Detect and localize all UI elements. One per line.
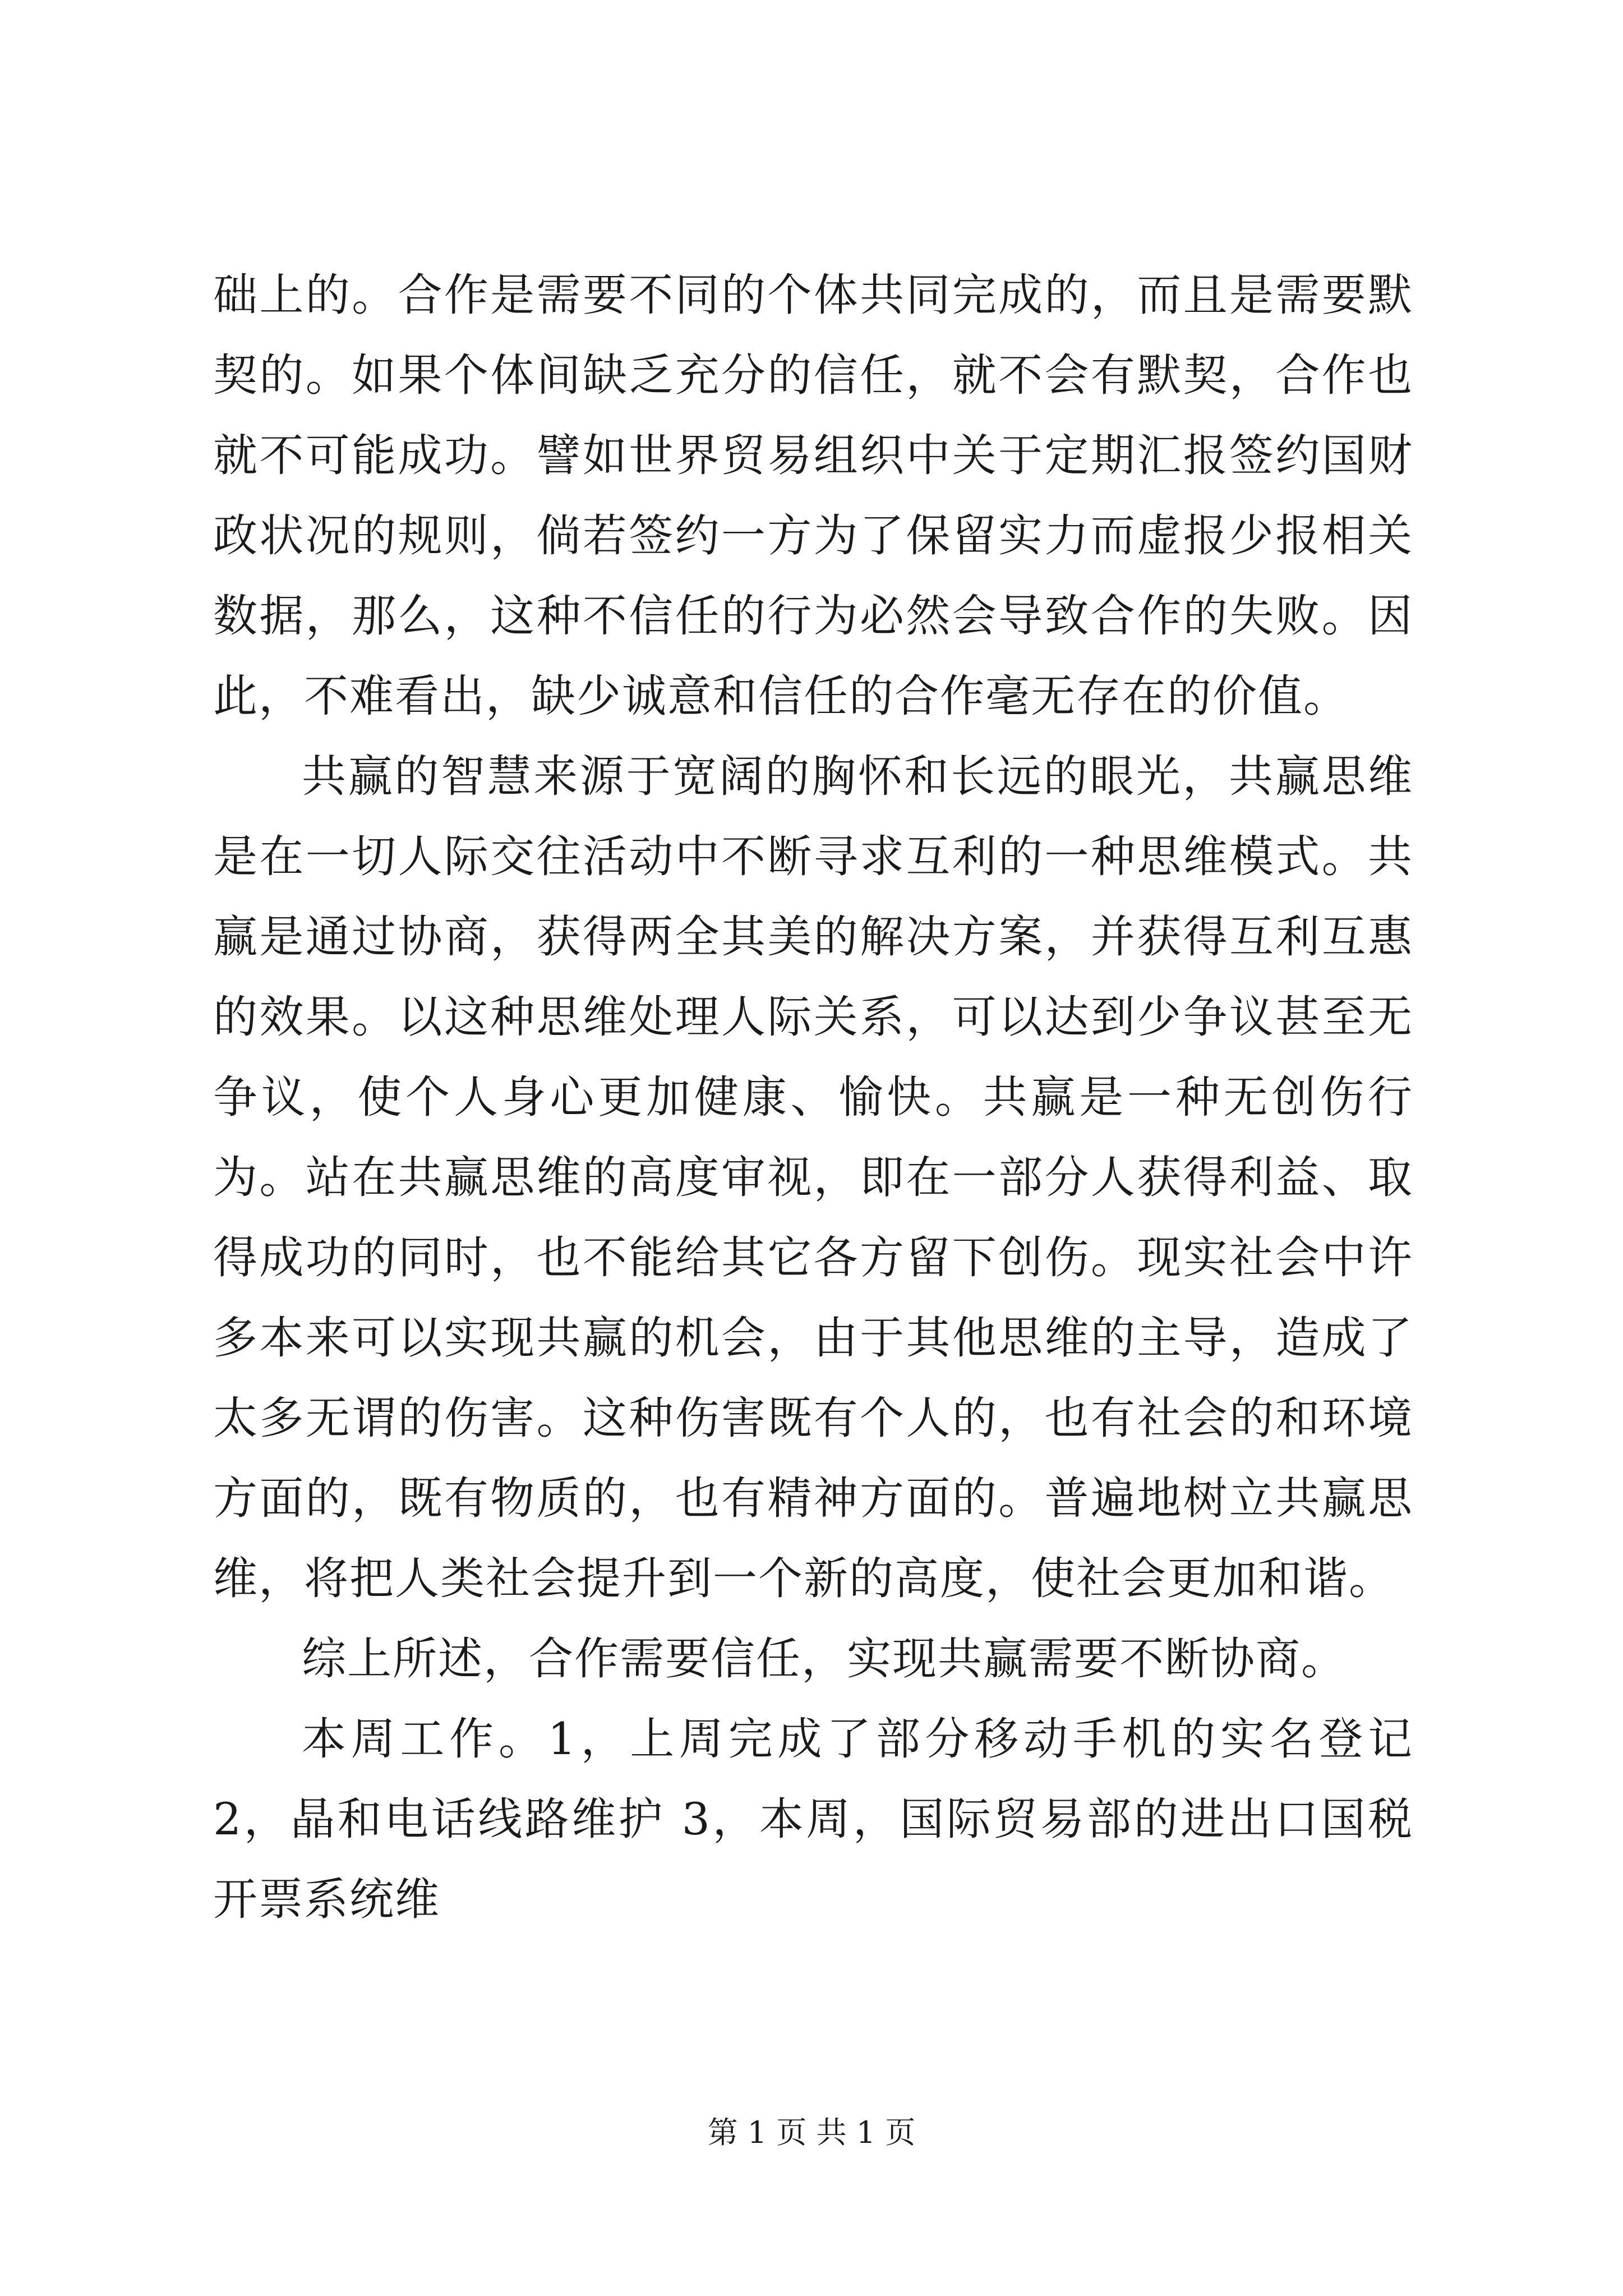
paragraph-weekly-work: 本周工作。1，上周完成了部分移动手机的实名登记 2，晶和电话线路维护 3，本周，国际贸易部的进出口国税开票系统维 <box>213 1713 1413 1925</box>
paragraph-win-win: 共赢的智慧来源于宽阔的胸怀和长远的眼光，共赢思维是在一切人际交往活动中不断寻求互利的一种思维模式。共赢是通过协商，获得两全其美的解决方案，并获得互利互惠的效果。以这种思维处理人际关系，可以达到少争议甚至无争议，使个人身心更加健康、愉快。共赢是一种无创伤行为。站在共赢思维的高度审视，即在一部分人获得利益、取得成功的同时，也不能给其它各方留下创伤。现实社会中许多本来可以实现共赢的机会，由于其他思维的主导，造成了太多无谓的伤害。这种伤害既有个人的，也有社会的和环境方面的，既有物质的，也有精神方面的。普遍地树立共赢思维，将把人类社会提升到一个新的高度，使社会更加和谐。 <box>213 751 1413 1604</box>
paragraph-continued: 础上的。合作是需要不同的个体共同完成的，而且是需要默契的。如果个体间缺乏充分的信任，就不会有默契，合作也就不可能成功。譬如世界贸易组织中关于定期汇报签约国财政状况的规则，倘若签约一方为了保留实力而虚报少报相关数据，那么，这种不信任的行为必然会导致合作的失败。因此，不难看出，缺少诚意和信任的合作毫无存在的价值。 <box>213 269 1413 722</box>
paragraph-summary: 综上所述，合作需要信任，实现共赢需要不断协商。 <box>302 1633 1347 1685</box>
page-footer: 第 1 页 共 1 页 <box>707 2115 916 2150</box>
document-body <box>213 255 1413 1940</box>
